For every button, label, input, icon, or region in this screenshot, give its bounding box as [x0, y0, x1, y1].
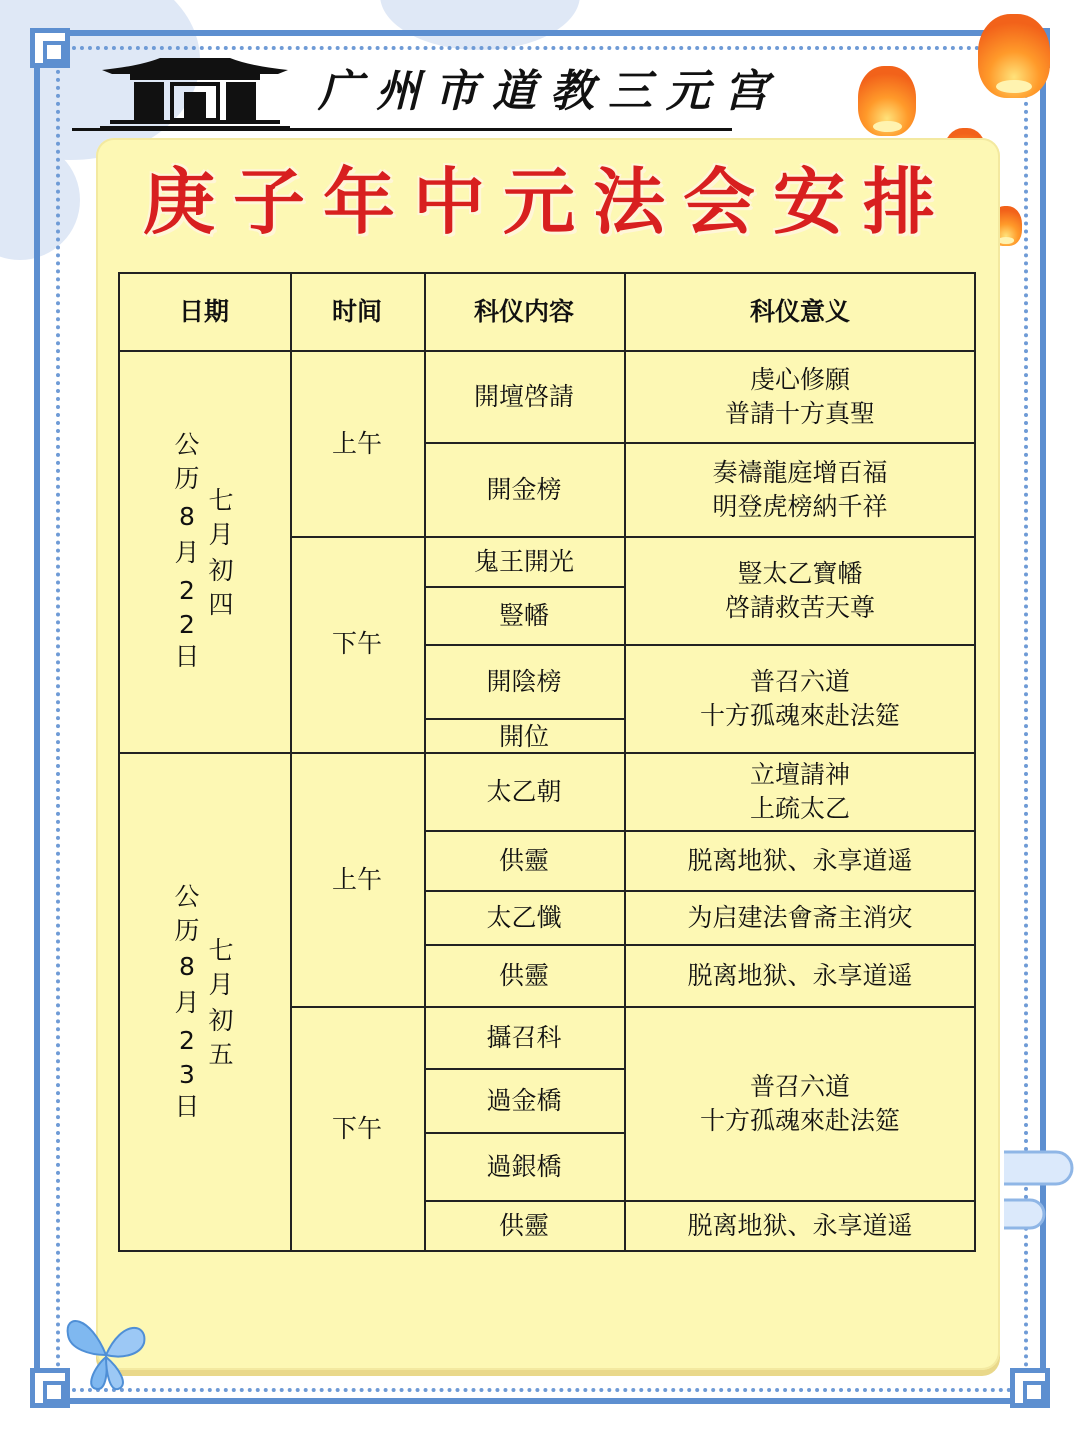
column-header-time: 时间 — [331, 297, 382, 326]
meaning-cell: 脱离地狱、永享道遥 — [687, 1211, 913, 1240]
rite-cell: 鬼王開光 — [473, 547, 574, 576]
meaning-cell: 豎太乙寶幡 啓請救苦天尊 — [724, 559, 875, 622]
header-underline — [72, 128, 732, 131]
column-header-meaning: 科仪意义 — [749, 297, 850, 326]
rite-cell: 豎幡 — [498, 601, 549, 630]
meaning-cell: 普召六道 十方孤魂來赴法筵 — [699, 667, 900, 730]
corner-ornament — [30, 28, 70, 68]
rite-cell: 開金榜 — [486, 475, 562, 504]
column-header-date: 日期 — [178, 297, 229, 326]
meaning-cell: 脱离地狱、永享道遥 — [687, 846, 913, 875]
rite-cell: 供靈 — [498, 961, 549, 990]
day2-am-label: 上午 — [331, 865, 382, 894]
meaning-cell: 奏禱龍庭增百福 明登虎榜納千祥 — [712, 458, 888, 521]
org-name: 广州市道教三元宫 — [318, 66, 782, 117]
day2-pm-label: 下午 — [331, 1114, 382, 1143]
day1-pm-label: 下午 — [331, 629, 382, 658]
schedule-table: 日期 时间 科仪内容 科仪意义 公 历 8 月 2 2 日 七 月 初 四 上午 下午 開壇啓請 開金榜 鬼王開光 豎幡 開陰榜 開位 虔心修願 普請十方真聖 奏禱龍庭增百福 明登虎榜納千祥 豎太乙寶幡 啓請救苦天尊 普召六道 十方孤魂來赴法筵 公 历 8 月 2 3 日 七 月 初 五 上午 下午 太乙朝 供靈 太乙懺 供靈 攝召科 過金橋 過銀橋 供靈 立壇請神 上疏太乙 脱离地狱、永享道遥 为启建法會斋主消灾 脱离地狱、永享道遥 普召六道 十方孤魂來赴法筵 脱离地狱、永享道遥 — [118, 272, 976, 1252]
corner-ornament — [1010, 1368, 1050, 1408]
rite-cell: 太乙懺 — [486, 903, 562, 932]
rite-cell: 供靈 — [498, 846, 549, 875]
temple-gate-icon — [100, 56, 290, 130]
page-title: 庚子年中元法会安排 — [142, 159, 953, 244]
rite-cell: 過金橋 — [486, 1086, 562, 1115]
rite-cell: 開位 — [498, 722, 549, 751]
rite-cell: 開壇啓請 — [473, 382, 574, 411]
meaning-cell: 普召六道 十方孤魂來赴法筵 — [699, 1072, 900, 1135]
rite-cell: 太乙朝 — [486, 777, 562, 806]
rite-cell: 開陰榜 — [486, 667, 562, 696]
meaning-cell: 虔心修願 普請十方真聖 — [724, 365, 875, 428]
butterfly-icon — [60, 1305, 152, 1397]
meaning-cell: 立壇請神 上疏太乙 — [749, 760, 850, 823]
rite-cell: 攝召科 — [486, 1023, 562, 1052]
rite-cell: 過銀橋 — [486, 1152, 562, 1181]
meaning-cell: 脱离地狱、永享道遥 — [687, 961, 913, 990]
meaning-cell: 为启建法會斋主消灾 — [687, 903, 913, 932]
sky-lantern-icon — [858, 66, 916, 136]
sky-lantern-icon — [978, 14, 1050, 98]
rite-cell: 供靈 — [498, 1211, 549, 1240]
day1-am-label: 上午 — [331, 429, 382, 458]
cloud-swirl-icon — [1000, 1144, 1076, 1234]
column-header-rite: 科仪内容 — [473, 297, 574, 326]
